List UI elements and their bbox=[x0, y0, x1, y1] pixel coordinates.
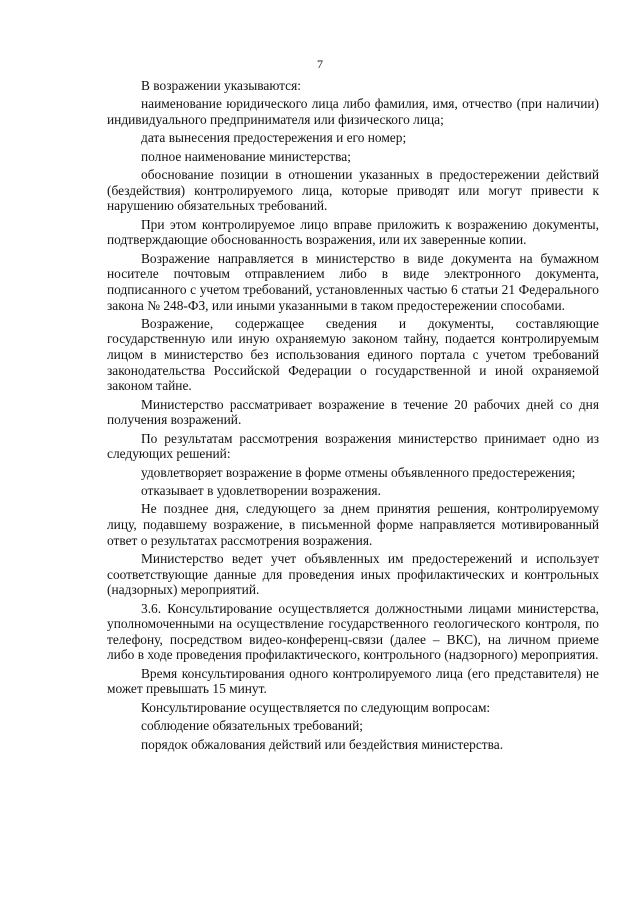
page-number: 7 bbox=[317, 57, 323, 71]
paragraph-position-justification: обоснование позиции в отношении указанных в предостережении действий (бездействия) контролируемого лица, которые приводят или могут привести к нарушению обязательных требований. bbox=[107, 167, 599, 214]
paragraph-ministry-name: полное наименование министерства; bbox=[141, 148, 351, 164]
paragraph-topic-appeal: порядок обжалования действий или бездействия министерства. bbox=[141, 736, 504, 752]
paragraph-decision-satisfy: удовлетворяет возражение в форме отмены объявленного предостережения; bbox=[141, 464, 576, 480]
paragraph-warning-date: дата вынесения предостережения и его номер; bbox=[141, 130, 407, 146]
paragraph-topic-compliance: соблюдение обязательных требований; bbox=[141, 718, 363, 734]
paragraph-entity-name: наименование юридического лица либо фамилия, имя, отчество (при наличии) индивидуального предпринимателя или физического лица; bbox=[107, 96, 599, 127]
paragraph-objection-contents-intro: В возражении указываются: bbox=[141, 78, 301, 93]
paragraph-objection-submission: Возражение направляется в министерство в виде документа на бумажном носителе почтовым отправлением либо в виде электронного документа, подписанного с учетом требований, установленных частью 6 статьи 21 Федерального закона № 248-ФЗ, или иными указанными в таком предостережении способами. bbox=[107, 250, 599, 313]
paragraph-consulting-topics: Консультирование осуществляется по следующим вопросам: bbox=[141, 699, 491, 715]
paragraph-attach-documents: При этом контролируемое лицо вправе приложить к возражению документы, подтверждающие обоснованность возражения, или их заверенные копии. bbox=[107, 216, 599, 248]
paragraph-consulting: 3.6. Консультирование осуществляется должностными лицами министерства, уполномоченными на осуществление государственного геологического контроля, по телефону, посредством видео-конференц-связи (далее – ВКС), на личном приеме либо в ходе проведения профилактического, контрольного (надзорного) мероприятия. bbox=[107, 600, 599, 663]
paragraph-consulting-time: Время консультирования одного контролируемого лица (его представителя) не может превышать 15 минут. bbox=[107, 665, 599, 697]
paragraph-review-period: Министерство рассматривает возражение в течение 20 рабочих дней со дня получения возражений. bbox=[107, 396, 599, 428]
paragraph-warnings-record: Министерство ведет учет объявленных им предостережений и использует соответствующие данные для проведения иных профилактических и контрольных (надзорных) мероприятий. bbox=[107, 550, 599, 598]
paragraph-reasoned-response: Не позднее дня, следующего за днем принятия решения, контролируемому лицу, подавшему возражение, в письменной форме направляется мотивированный ответ о результатах рассмотрения возражения. bbox=[107, 501, 599, 548]
paragraph-decision-refuse: отказывает в удовлетворении возражения. bbox=[141, 483, 381, 499]
paragraph-review-decisions: По результатам рассмотрения возражения министерство принимает одно из следующих решений: bbox=[107, 430, 599, 462]
paragraph-secret-objection: Возражение, содержащее сведения и документы, составляющие государственную или иную охраняемую законом тайну, подается контролируемым лицом в министерство без использования единого портала с учетом требований законодательства Российской Федерации о государственной и иной охраняемой законом тайне. bbox=[107, 315, 599, 394]
document-body bbox=[107, 78, 599, 755]
